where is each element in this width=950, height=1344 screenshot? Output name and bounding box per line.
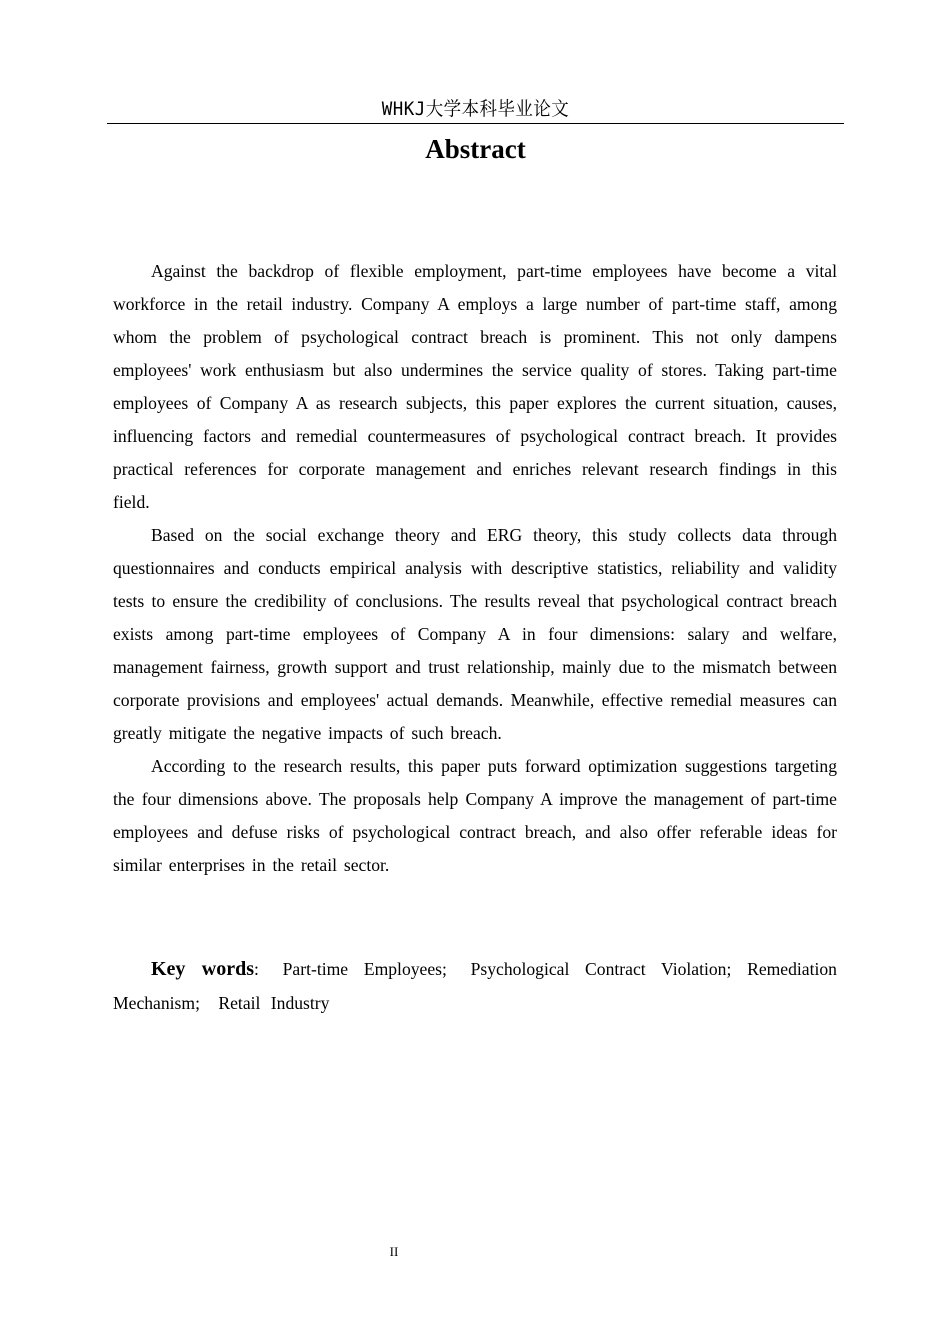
abstract-paragraph-3: According to the research results, this paper puts forward optimization suggestions targeting the four dimensions above. The proposals help Company A improve the management of part-time employees and defuse risks of psychological contract breach, and also offer referable ideas for similar enterprises in the retail sector. [113,756,837,875]
abstract-paragraph-1: Against the backdrop of flexible employment, part-time employees have become a vital workforce in the retail industry. Company A employs a large number of part-time staff, among whom the problem of psychological contract breach is prominent. This not only dampens employees' work enthusiasm but also undermines the service quality of stores. Taking part-time employees of Company A as research subjects, this paper explores the current situation, causes, influencing factors and remedial countermeasures of psychological contract breach. It provides practical references for corporate management and enriches relevant research findings in this field. [113,261,837,512]
keywords-label: Key words [151,958,254,980]
running-header: WHKJ大学本科毕业论文 [381,98,570,120]
page-number: II [389,1244,399,1259]
keyword-item: Part-time Employees; [282,959,447,979]
keywords-separator: : [254,959,259,979]
keyword-item: Remediation Mechanism; [113,959,837,1013]
keywords-line [113,952,837,1020]
page-title: Abstract [425,134,526,164]
keyword-item: Psychological Contract Violation; [470,959,732,979]
abstract-paragraph-2: Based on the social exchange theory and ERG theory, this study collects data through questionnaires and conducts empirical analysis with descriptive statistics, reliability and validity tests to ensure the credibility of conclusions. The results reveal that psychological contract breach exists among part-time employees of Company A in four dimensions: salary and welfare, management fairness, growth support and trust relationship, mainly due to the mismatch between corporate provisions and employees' actual demands. Meanwhile, effective remedial measures can greatly mitigate the negative impacts of such breach. [113,525,837,743]
keyword-item: Retail Industry [218,993,330,1013]
header-rule [107,123,844,124]
abstract-body [113,255,837,882]
